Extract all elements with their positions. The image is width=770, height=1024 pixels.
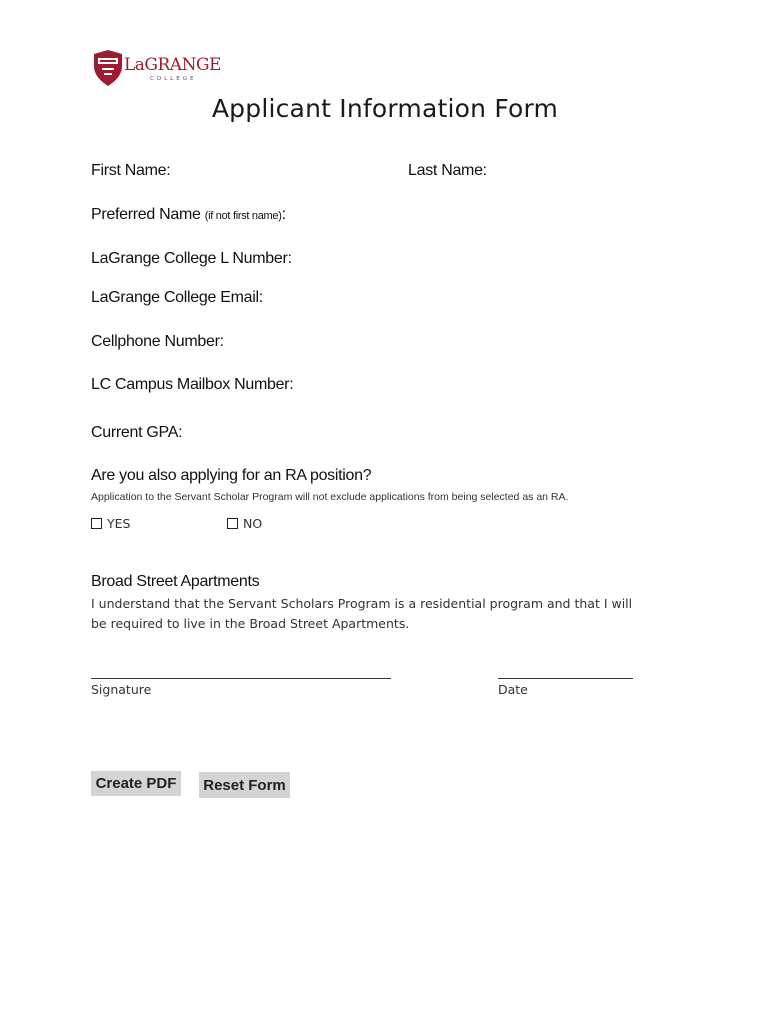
preferred-name-text: Preferred Name: [91, 206, 201, 223]
no-checkbox[interactable]: [227, 518, 238, 529]
logo-subtitle: COLLEGE: [150, 76, 197, 82]
mailbox-label: LC Campus Mailbox Number:: [91, 376, 294, 393]
apartments-text: I understand that the Servant Scholars Program is a residential program and that I will be required to live in the Broad Street Apartments.: [91, 596, 633, 631]
ra-yes-option[interactable]: [91, 516, 130, 531]
l-number-label: LaGrange College L Number:: [91, 250, 292, 267]
first-name-label: First Name:: [91, 162, 171, 179]
yes-label: YES: [107, 516, 131, 531]
reset-form-button[interactable]: Reset Form: [199, 772, 290, 798]
gpa-label: Current GPA:: [91, 424, 183, 441]
yes-checkbox[interactable]: [91, 518, 102, 529]
ra-note: Application to the Servant Scholar Program will not exclude applications from being selected as an RA.: [91, 491, 569, 503]
signature-line[interactable]: [91, 678, 391, 679]
preferred-name-label: [91, 206, 286, 224]
college-seal-icon: [92, 48, 124, 88]
last-name-label: Last Name:: [408, 162, 487, 179]
ra-no-option[interactable]: [227, 516, 262, 531]
preferred-name-colon: :: [281, 206, 286, 223]
apartments-heading: Broad Street Apartments: [91, 573, 260, 590]
no-label: NO: [243, 516, 263, 531]
logo-wordmark: LaGRANGE: [124, 55, 221, 75]
signature-label: Signature: [91, 682, 152, 697]
create-pdf-button[interactable]: Create PDF: [91, 771, 181, 796]
preferred-name-hint: (if not first name): [204, 210, 282, 222]
page-title: Applicant Information Form: [211, 94, 559, 123]
email-label: LaGrange College Email:: [91, 289, 263, 306]
ra-question: Are you also applying for an RA position?: [91, 467, 372, 484]
lagrange-college-logo: [92, 48, 222, 88]
cellphone-label: Cellphone Number:: [91, 333, 224, 350]
date-label: Date: [498, 682, 528, 697]
date-line[interactable]: [498, 678, 633, 679]
